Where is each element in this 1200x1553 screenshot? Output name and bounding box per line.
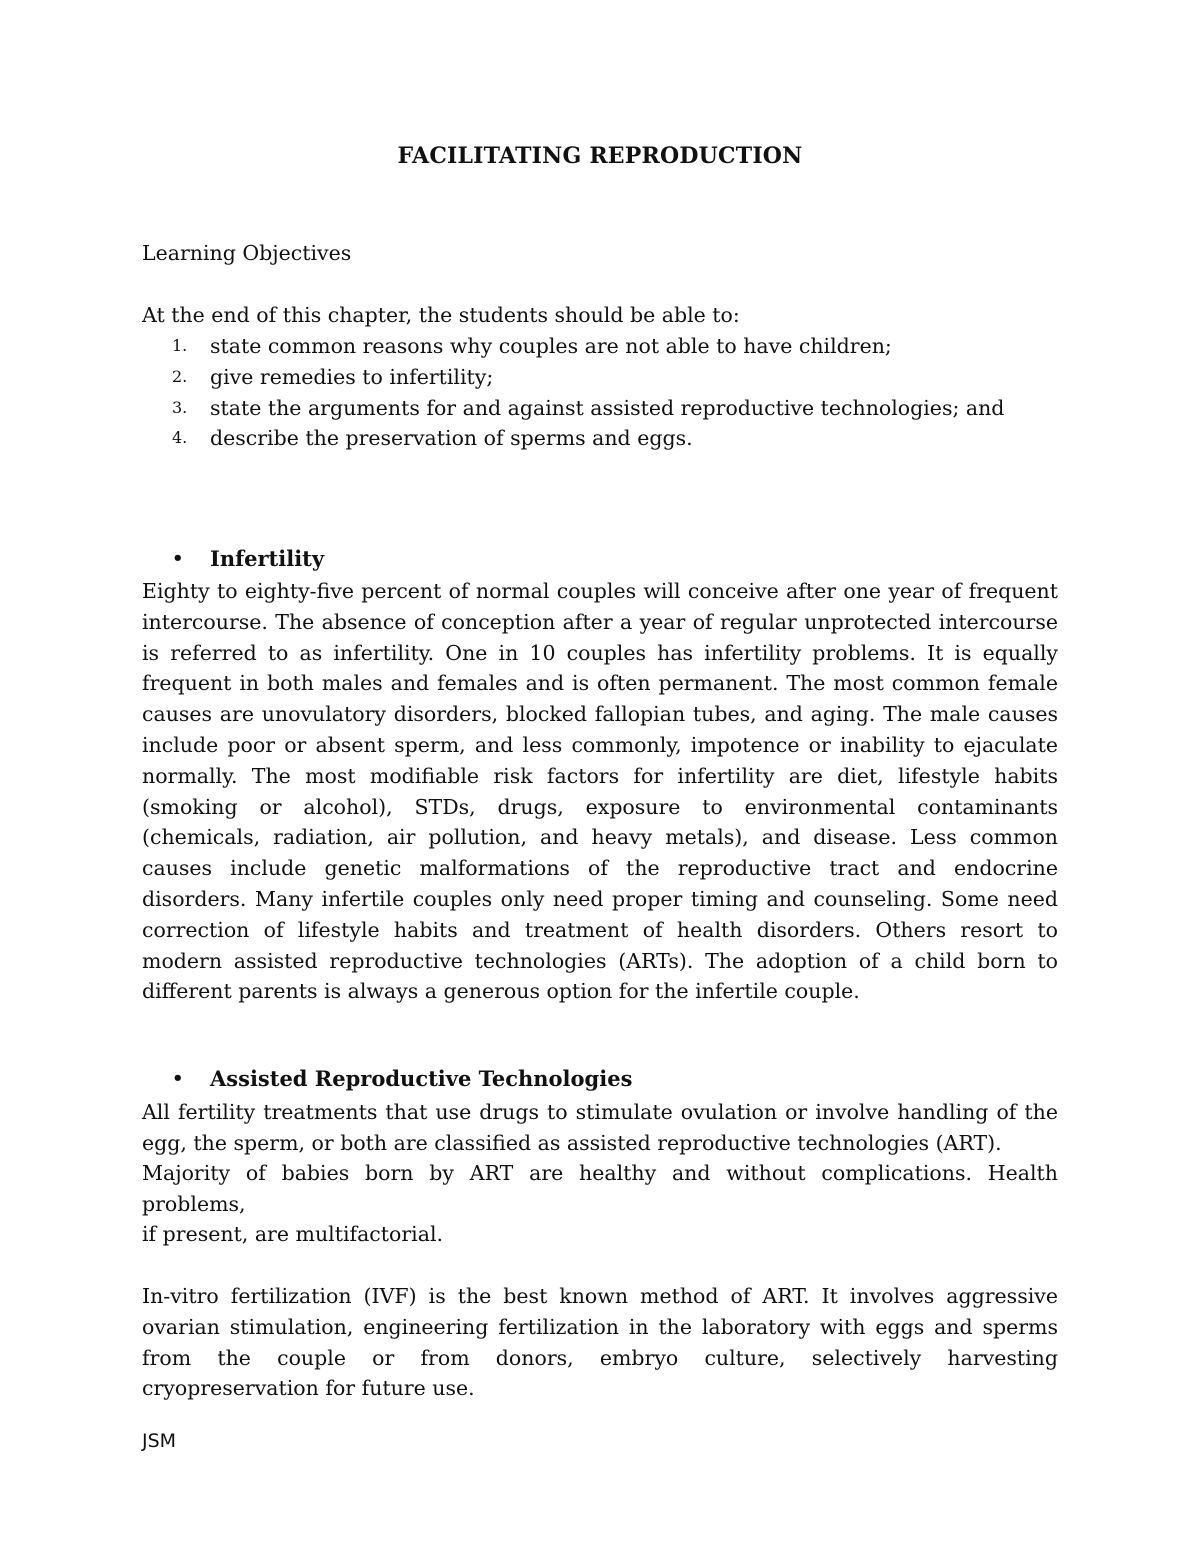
objectives-list [172,331,1004,454]
list-item-number: 2. [172,366,188,386]
infertility-heading [172,546,324,571]
art-paragraph-3: if present, are multifactorial. [142,1222,444,1246]
list-item [172,362,1004,393]
list-item [172,393,1004,424]
bullet-icon: • [172,548,184,569]
infertility-paragraph: Eighty to eighty-five percent of normal couples will conceive after one year of frequent intercourse. The absence of conception after a year of regular unprotected intercourse is referred to as infertility. One in 10 couples has infertility problems. It is equally frequent in both males and females and is often permanent. The most common female causes are unovulatory disorders, blocked fallopian tubes, and aging. The male causes include poor or absent sperm, and less commonly, impotence or inability to ejaculate normally. The most modifiable risk factors for infertility are diet, lifestyle habits (smoking or alcohol), STDs, drugs, exposure to environmental contaminants (chemicals, radiation, air pollution, and heavy metals), and disease. Less common causes include genetic malformations of the reproductive tract and endocrine disorders. Many infertile couples only need proper timing and counseling. Some need correction of lifestyle habits and treatment of health disorders. Others resort to modern assisted reproductive technologies (ARTs). The adoption of a child born to different parents is always a generous option for the infertile couple. [142,579,1058,1004]
page-title: FACILITATING REPRODUCTION [397,143,803,169]
list-item-number: 3. [172,397,188,417]
art-heading-text: Assisted Reproductive Technologies [210,1066,633,1091]
list-item [172,423,1004,454]
art-heading [172,1066,632,1091]
learning-objectives-heading: Learning Objectives [142,241,352,265]
list-item-number: 1. [172,336,188,355]
ivf-paragraph: In-vitro fertilization (IVF) is the best known method of ART. It involves aggressive ovarian stimulation, engineering fertilization in the laboratory with eggs and sperms from the couple or from donors, embryo culture, selectively harvesting cryopreservation for future use. [142,1284,1058,1401]
list-item-text: describe the preservation of sperms and eggs. [210,426,693,451]
footer-initials: JSM [142,1430,177,1452]
list-item-text: give remedies to infertility; [210,364,494,389]
list-item-text: state common reasons why couples are not able to have children; [210,334,892,358]
list-item-text: state the arguments for and against assisted reproductive technologies; and [210,395,1005,420]
bullet-icon: • [172,1068,184,1089]
objectives-intro: At the end of this chapter, the students should be able to: [142,303,740,327]
art-paragraph-2: Majority of babies born by ART are healthy and without complications. Health problems, [142,1161,1058,1216]
infertility-heading-text: Infertility [210,546,325,571]
list-item-number: 4. [172,428,188,448]
list-item [172,331,1004,362]
art-paragraph-1: All fertility treatments that use drugs to stimulate ovulation or involve handling of the egg, the sperm, or both are classified as assisted reproductive technologies (ART). [142,1100,1058,1155]
